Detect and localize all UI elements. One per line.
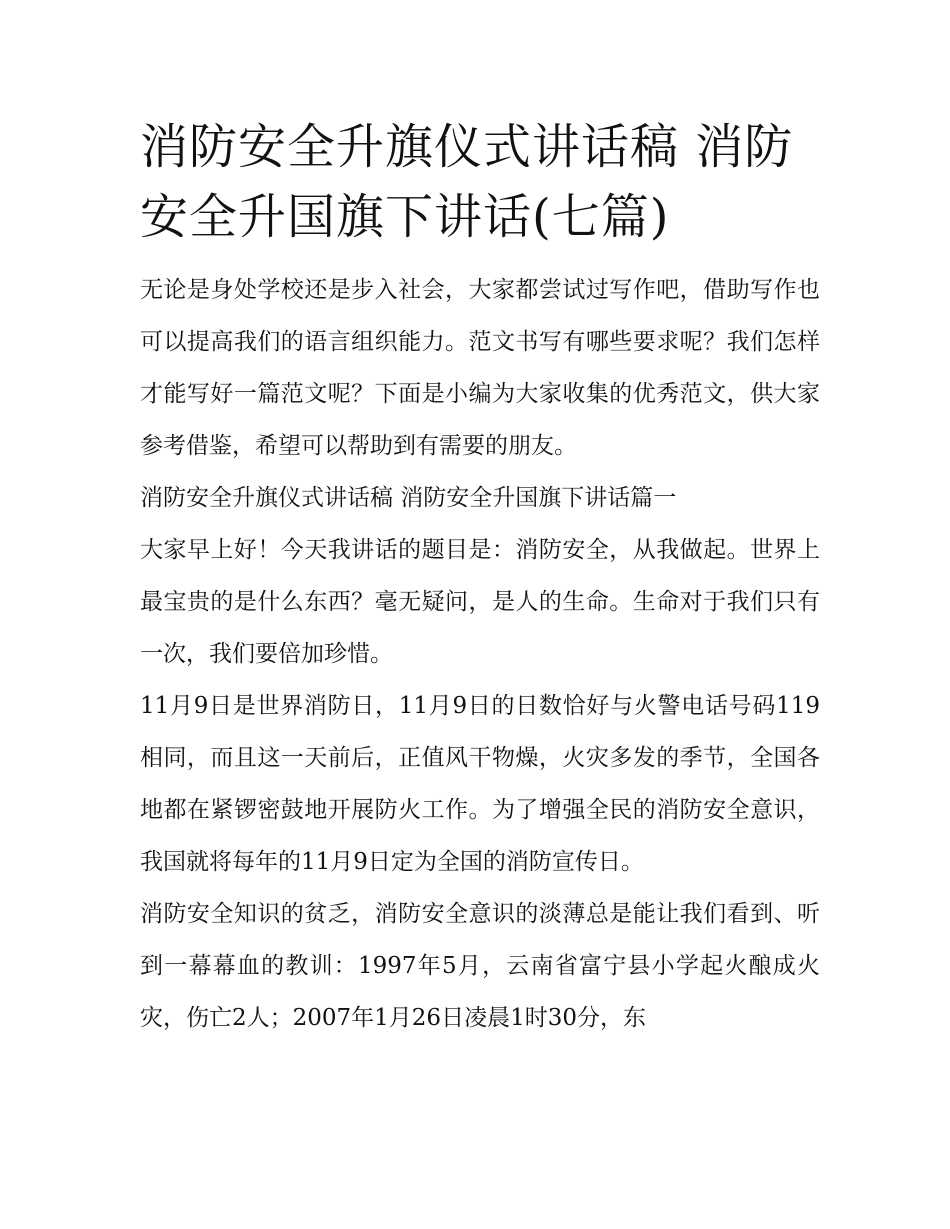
document-page (140, 112, 820, 1044)
document-title: 消防安全升旗仪式讲话稿 消防安全升国旗下讲话(七篇) (140, 119, 794, 245)
intro-paragraph: 无论是身处学校还是步入社会，大家都尝试过写作吧，借助写作也可以提高我们的语言组织能力。范文书写有哪些要求呢？我们怎样才能写好一篇范文呢？下面是小编为大家收集的优秀范文，供大家参考借鉴，希望可以帮助到有需要的朋友。 (140, 277, 820, 459)
body-paragraph: 大家早上好！今天我讲话的题目是：消防安全，从我做起。世界上最宝贵的是什么东西？毫无疑问，是人的生命。生命对于我们只有一次，我们要倍加珍惜。 (140, 537, 820, 667)
body-paragraph: 消防安全知识的贫乏，消防安全意识的淡薄总是能让我们看到、听到一幕幕血的教训：1997年5月，云南省富宁县小学起火酿成火灾，伤亡2人；2007年1月26日凌晨1时30分，东 (140, 901, 820, 1031)
section-heading: 消防安全升旗仪式讲话稿 消防安全升国旗下讲话篇一 (140, 485, 677, 511)
body-paragraph: 11月9日是世界消防日，11月9日的日数恰好与火警电话号码119相同，而且这一天前后，正值风干物燥，火灾多发的季节，全国各地都在紧锣密鼓地开展防火工作。为了增强全民的消防安全意识，我国就将每年的11月9日定为全国的消防宣传日。 (140, 693, 820, 875)
